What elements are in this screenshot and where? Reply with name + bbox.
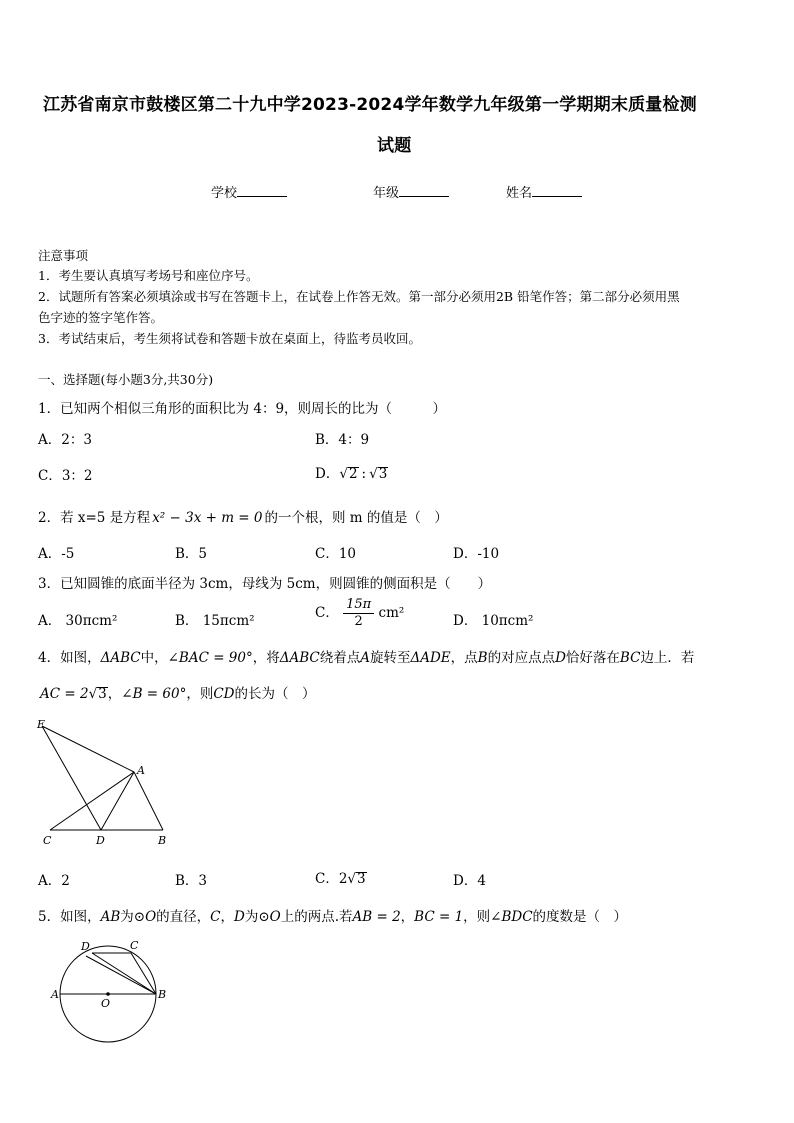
q2-option-a: A．-5 (38, 546, 75, 562)
school-label: 学校 (211, 186, 238, 201)
exam-title-line2: 试题 (377, 136, 412, 156)
question-4-stem-line2: AC = 2√3，∠B = 60°，则CD的长为（ ） (40, 686, 316, 702)
q5-circle-figure (48, 936, 178, 1046)
question-5-stem: 5．如图，AB为⊙O的直径，C，D为⊙O上的两点.若AB = 2，BC = 1，则∠BDC的度数是（ ） (38, 909, 628, 925)
name-field (506, 182, 582, 201)
note-item: 1．考生要认真填写考场号和座位序号。 (38, 268, 259, 283)
label-D: D (96, 834, 105, 847)
note-item: 2．试题所有答案必须填涂或书写在答题卡上，在试卷上作答无效。第一部分必须用2B 铅笔作答；第二部分必须用黑 (38, 289, 680, 304)
question-4-stem-line1: 4．如图，ΔABC中，∠BAC = 90°，将ΔABC绕着点A旋转至ΔADE，点B的对应点点D恰好落在BC边上．若 (38, 650, 695, 666)
label-E: E (37, 718, 46, 731)
name-blank (532, 184, 582, 197)
section-heading: 一、选择题(每小题3分,共30分) (38, 372, 214, 387)
label-B: B (158, 834, 167, 847)
question-2-stem: 2．若 x=5 是方程 x² − 3x + m = 0 的一个根，则 m 的值是（ ） (38, 510, 448, 526)
q1-option-c: C．3：2 (38, 468, 93, 484)
label-D: D (81, 940, 90, 953)
q4-option-b: B．3 (175, 873, 208, 889)
label-A: A (137, 764, 145, 777)
label-B: B (158, 988, 167, 1001)
exam-title-line1: 江苏省南京市鼓楼区第二十九中学2023-2024学年数学九年级第一学期期末质量检测 (43, 95, 697, 115)
q4-option-c: C．2√3 (315, 871, 366, 887)
q3-option-d: D． 10πcm² (453, 613, 534, 629)
school-field (211, 182, 287, 201)
q1-option-a: A．2：3 (38, 432, 92, 448)
q2-option-c: C．10 (315, 546, 357, 562)
q2-option-d: D．-10 (453, 546, 500, 562)
q4-option-d: D．4 (453, 873, 486, 889)
label-C: C (130, 939, 139, 952)
q3-option-a: A． 30πcm² (38, 613, 118, 629)
name-label: 姓名 (506, 186, 533, 201)
note-item: 色字迹的签字笔作答。 (38, 310, 164, 325)
grade-blank (399, 184, 449, 197)
q2-option-b: B．5 (175, 546, 208, 562)
q4-triangle-figure (30, 712, 180, 852)
question-1-stem: 1．已知两个相似三角形的面积比为 4：9，则周长的比为（ ） (38, 401, 447, 417)
note-item: 3．考试结束后，考生须将试卷和答题卡放在桌面上，待监考员收回。 (38, 331, 421, 346)
label-O: O (101, 997, 111, 1010)
q3-option-b: B． 15πcm² (175, 613, 255, 629)
school-blank (237, 184, 287, 197)
grade-field (373, 182, 449, 201)
label-C: C (43, 834, 52, 847)
question-3-stem: 3．已知圆锥的底面半径为 3cm，母线为 5cm，则圆锥的侧面积是（ ） (38, 576, 492, 592)
grade-label: 年级 (373, 186, 400, 201)
q1-option-b: B．4：9 (315, 432, 370, 448)
q4-option-a: A．2 (38, 873, 70, 889)
notes-heading: 注意事项 (38, 248, 89, 263)
label-A: A (51, 988, 59, 1001)
q1-option-d: D．√2 : √3 (315, 466, 388, 482)
q3-option-c: C． $\frac{15\pi}{2}$ cm² (315, 597, 405, 629)
